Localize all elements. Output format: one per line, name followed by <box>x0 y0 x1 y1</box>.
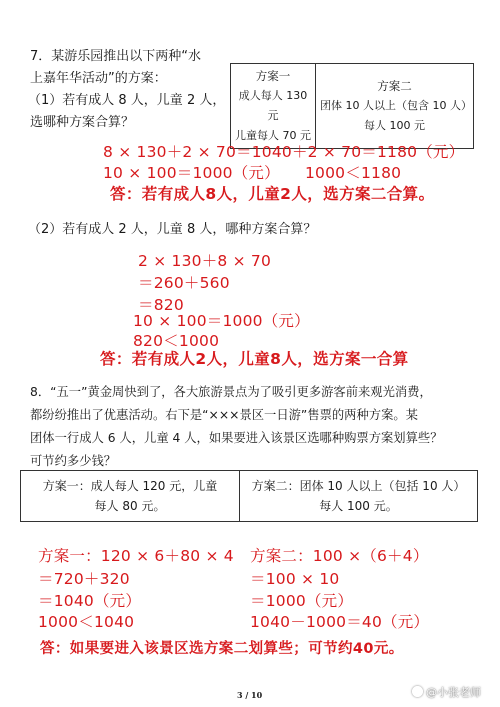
q7-plan2-cell <box>316 64 474 149</box>
q8-plan1-cell <box>21 471 240 522</box>
q8-plan2-calc-line3: ＝1000（元） <box>250 592 354 610</box>
q8-plan1-line2: 每人 80 元。 <box>94 499 166 513</box>
q7-plan2-price: 每人 100 元 <box>364 119 425 132</box>
q8-plan2-calc-line1: 方案二：100 ×（6＋4） <box>250 547 429 565</box>
watermark-logo-icon <box>412 686 423 697</box>
q7-part2-question: （2）若有成人 2 人，儿童 8 人，哪种方案合算？ <box>28 222 317 237</box>
q8-plan-table <box>20 470 478 522</box>
q7-calc2-line1: 2 × 130＋8 × 70 <box>138 252 272 270</box>
q7-plan1-cell <box>231 64 316 149</box>
q8-line3: 团体一行成人 6 人，儿童 4 人，如果要进入该景区选哪种购票方案划算些？ <box>30 431 443 445</box>
q7-plan1-title: 方案一 <box>255 69 291 83</box>
q8-plan1-line1: 方案一：成人每人 120 元，儿童 <box>42 479 218 493</box>
q7-plan2-title: 方案二 <box>377 79 412 93</box>
q8-plan2-cell <box>240 471 478 522</box>
q7-plan1-adult: 成人每人 130 元 <box>238 89 308 122</box>
q8-plan2-calc-line2: ＝100 × 10 <box>250 570 340 588</box>
q7-answer2: 答：若有成人2人，儿童8人，选方案一合算 <box>100 350 409 368</box>
q8-plan1-calc-line3: ＝1040（元） <box>38 592 142 610</box>
q7-plan1-child: 儿童每人 70 元 <box>235 129 311 142</box>
q7-calc2-line3: ＝820 <box>138 296 184 314</box>
q8-line2: 都纷纷推出了优惠活动。右下是“×××景区一日游”售票的两种方案。某 <box>30 408 418 422</box>
page-number: 3 / 10 <box>237 690 263 700</box>
q8-plan2-calc-line4: 1040－1000＝40（元） <box>250 613 430 631</box>
watermark-text: @小张老师 <box>426 686 481 699</box>
q7-plan2-group: 团体 10 人以上（包含 10 人） <box>320 99 472 112</box>
q7-calc1-line2a: 10 × 100＝1000（元） <box>103 164 280 182</box>
q8-plan2-line1: 方案二：团体 10 人以上（包括 10 人） <box>251 479 466 493</box>
q7-calc2-line5: 820＜1000 <box>133 332 220 350</box>
q8-plan1-calc-line2: ＝720＋320 <box>38 570 130 588</box>
q7-calc2-line2: ＝260＋560 <box>138 274 230 292</box>
q8-line1: 8．“五一”黄金周快到了，各大旅游景点为了吸引更多游客前来观光消费， <box>30 385 432 399</box>
q7-plan-table <box>230 63 474 149</box>
q7-calc1-line2b: 1000＜1180 <box>305 164 402 182</box>
q8-plan2-line2: 每人 100 元。 <box>319 499 398 513</box>
q7-part1-question: 选哪种方案合算？ <box>30 115 135 130</box>
q8-plan1-calc-line1: 方案一：120 × 6＋80 × 4 <box>38 547 234 565</box>
q7-line1: 7．某游乐园推出以下两种“水 <box>30 49 202 64</box>
q7-part1-line: （1）若有成人 8 人，儿童 2 人， <box>28 93 226 108</box>
q8-line4: 可节约多少钱？ <box>30 454 117 468</box>
q7-calc2-line4: 10 × 100＝1000（元） <box>133 312 310 330</box>
q8-plan1-calc-line4: 1000＜1040 <box>38 613 135 631</box>
q7-calc1-line1: 8 × 130＋2 × 70＝1040＋2 × 70＝1180（元） <box>103 143 465 161</box>
watermark <box>412 684 481 700</box>
q8-answer: 答：如果要进入该景区选方案二划算些；可节约40元。 <box>40 641 404 657</box>
q7-line2: 上嘉年华活动”的方案： <box>30 71 167 86</box>
q7-answer1: 答：若有成人8人，儿童2人，选方案二合算。 <box>110 185 435 203</box>
